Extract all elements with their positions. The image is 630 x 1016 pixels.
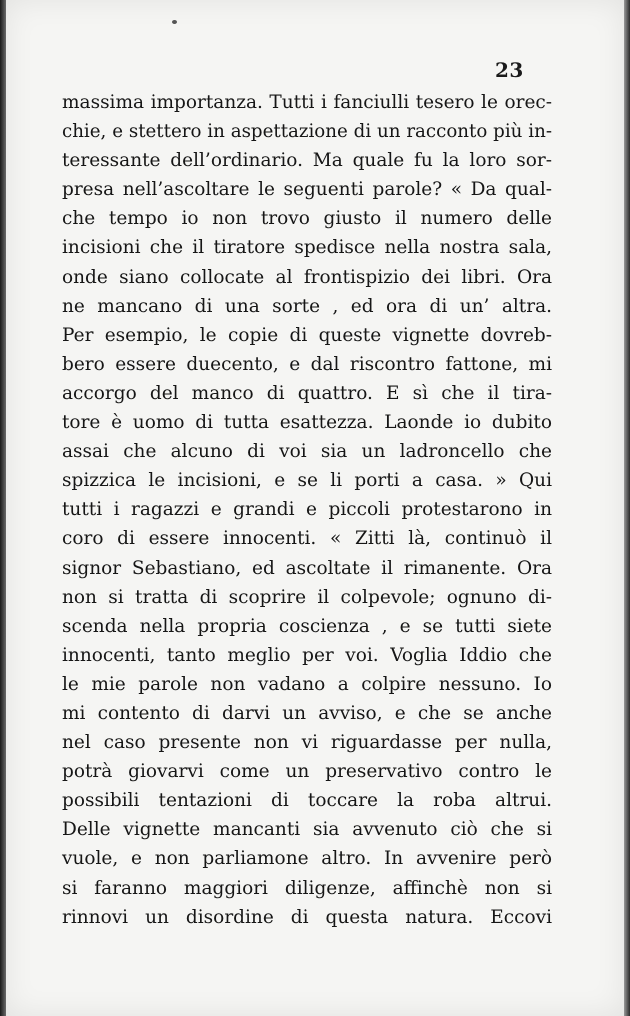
text-line: rinnovi un disordine di questa natura. Eccovi bbox=[62, 906, 552, 928]
text-line: le mie parole non vadano a colpire nessuno. Io bbox=[62, 673, 552, 695]
text-line: nel caso presente non vi riguardasse per nulla, bbox=[62, 732, 552, 754]
text-line: teressante dell’ordinario. Ma quale fu la loro sor- bbox=[62, 150, 552, 172]
text-line: presa nell’ascoltare le seguenti parole? « Da qual- bbox=[62, 179, 552, 201]
text-line: potrà giovarvi come un preservativo contro le bbox=[62, 761, 552, 783]
text-line: accorgo del manco di quattro. E sì che il tira- bbox=[62, 382, 552, 404]
page-right-edge bbox=[624, 0, 630, 1016]
text-line: signor Sebastiano, ed ascoltate il rimanente. Ora bbox=[62, 557, 552, 579]
ink-speck bbox=[172, 20, 177, 24]
text-line: possibili tentazioni di toccare la roba altrui. bbox=[62, 790, 552, 812]
text-line: spizzica le incisioni, e se li porti a casa. » Qui bbox=[62, 470, 552, 492]
text-line: Per esempio, le copie di queste vignette dovreb- bbox=[62, 324, 552, 346]
text-line: non si tratta di scoprire il colpevole; ognuno di- bbox=[62, 586, 552, 608]
text-line: chie, e stettero in aspettazione di un racconto più in- bbox=[62, 121, 552, 143]
text-line: mi contento di darvi un avviso, e che se anche bbox=[62, 702, 552, 724]
text-line: che tempo io non trovo giusto il numero delle bbox=[62, 208, 552, 230]
text-line: bero essere duecento, e dal riscontro fattone, mi bbox=[62, 353, 552, 375]
text-line: si faranno maggiori diligenze, affinchè non si bbox=[62, 877, 552, 899]
text-line: Delle vignette mancanti sia avvenuto ciò che si bbox=[62, 819, 552, 841]
text-line: incisioni che il tiratore spedisce nella nostra sala, bbox=[62, 237, 552, 259]
text-line: coro di essere innocenti. « Zitti là, continuò il bbox=[62, 528, 552, 550]
book-page bbox=[6, 0, 624, 1016]
text-line: assai che alcuno di voi sia un ladroncello che bbox=[62, 441, 552, 463]
text-line: innocenti, tanto meglio per voi. Voglia Iddio che bbox=[62, 644, 552, 666]
body-text bbox=[62, 88, 552, 932]
text-line: vuole, e non parliamone altro. In avvenire però bbox=[62, 848, 552, 870]
text-line: tore è uomo di tutta esattezza. Laonde io dubito bbox=[62, 412, 552, 434]
text-line: massima importanza. Tutti i fanciulli tesero le orec- bbox=[62, 92, 552, 113]
page-number: 23 bbox=[495, 58, 524, 82]
text-line: scenda nella propria coscienza , e se tutti siete bbox=[62, 615, 552, 637]
text-line: onde siano collocate al frontispizio dei libri. Ora bbox=[62, 266, 552, 288]
text-line: ne mancano di una sorte , ed ora di un’ altra. bbox=[62, 295, 552, 317]
text-line: tutti i ragazzi e grandi e piccoli protestarono in bbox=[62, 499, 552, 521]
